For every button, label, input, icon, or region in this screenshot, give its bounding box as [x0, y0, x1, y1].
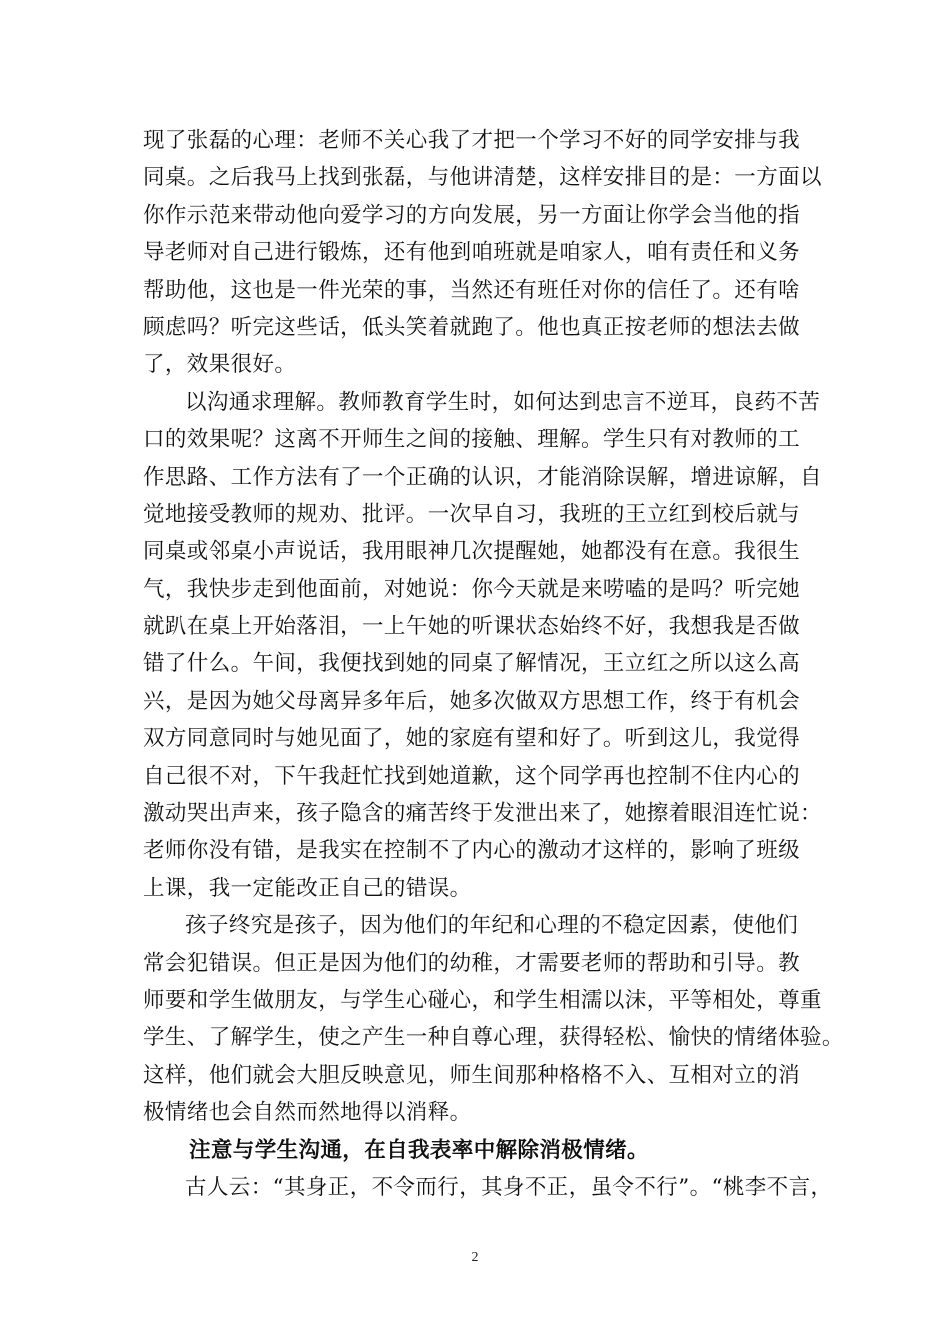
text-line: 极情绪也会自然而然地得以消释。 [143, 1100, 472, 1126]
text-line: 上课，我一定能改正自己的错误。 [143, 875, 472, 901]
text-line: 气，我快步走到他面前，对她说：你今天就是来唠嗑的是吗？听完她 [143, 576, 801, 602]
text-line: 导老师对自己进行锻炼，还有他到咱班就是咱家人，咱有责任和义务 [143, 240, 801, 266]
body-text [143, 122, 844, 1206]
text-line: 以沟通求理解。教师教育学生时，如何达到忠言不逆耳，良药不苦 [185, 389, 821, 415]
section-heading: 注意与学生沟通，在自我表率中解除消极情绪。 [189, 1137, 649, 1163]
text-line: 同桌或邻桌小声说话，我用眼神几次提醒她，她都没有在意。我很生 [143, 539, 801, 565]
text-line: 错了什么。午间，我便找到她的同桌了解情况，王立红之所以这么高 [143, 651, 801, 677]
text-line: 兴，是因为她父母离异多年后，她多次做双方思想工作，终于有机会 [143, 688, 801, 714]
text-line: 古人云：“其身正，不令而行，其身不正，虽令不行”。“桃李不言， [185, 1174, 833, 1200]
page-number: 2 [471, 1250, 479, 1265]
text-line: 孩子终究是孩子，因为他们的年纪和心理的不稳定因素，使他们 [185, 913, 799, 939]
text-line: 觉地接受教师的规劝、批评。一次早自习，我班的王立红到校后就与 [143, 501, 801, 527]
text-line: 激动哭出声来，孩子隐含的痛苦终于发泄出来了，她擦着眼泪连忙说： [143, 801, 822, 827]
text-line: 常会犯错误。但正是因为他们的幼稚，才需要老师的帮助和引导。教 [143, 950, 801, 976]
text-line: 现了张磊的心理：老师不关心我了才把一个学习不好的同学安排与我 [143, 128, 801, 153]
text-line: 顾虑吗？听完这些话，低头笑着就跑了。他也真正按老师的想法去做 [143, 314, 801, 340]
text-line: 自己很不对，下午我赶忙找到她道歉，这个同学再也控制不住内心的 [143, 763, 801, 789]
text-line: 口的效果呢？这离不开师生之间的接触、理解。学生只有对教师的工 [143, 427, 801, 453]
text-line: 作思路、工作方法有了一个正确的认识，才能消除误解，增进谅解，自 [143, 464, 822, 490]
text-line: 学生、了解学生，使之产生一种自尊心理，获得轻松、愉快的情绪体验。 [143, 1025, 844, 1051]
text-line: 就趴在桌上开始落泪，一上午她的听课状态始终不好，我想我是否做 [143, 614, 801, 640]
text-line: 这样，他们就会大胆反映意见，师生间那种格格不入、互相对立的消 [143, 1062, 801, 1088]
text-line: 老师你没有错，是我实在控制不了内心的激动才这样的，影响了班级 [143, 838, 801, 864]
text-line: 师要和学生做朋友，与学生心碰心，和学生相濡以沫，平等相处，尊重 [143, 987, 822, 1013]
text-line: 了，效果很好。 [143, 352, 297, 378]
text-line: 你作示范来带动他向爱学习的方向发展，另一方面让你学会当他的指 [143, 202, 801, 228]
text-line: 同桌。之后我马上找到张磊，与他讲清楚，这样安排目的是：一方面以 [143, 165, 822, 191]
text-line: 双方同意同时与她见面了，她的家庭有望和好了。听到这儿，我觉得 [143, 726, 801, 752]
text-line: 帮助他，这也是一件光荣的事，当然还有班任对你的信任了。还有啥 [143, 277, 801, 303]
